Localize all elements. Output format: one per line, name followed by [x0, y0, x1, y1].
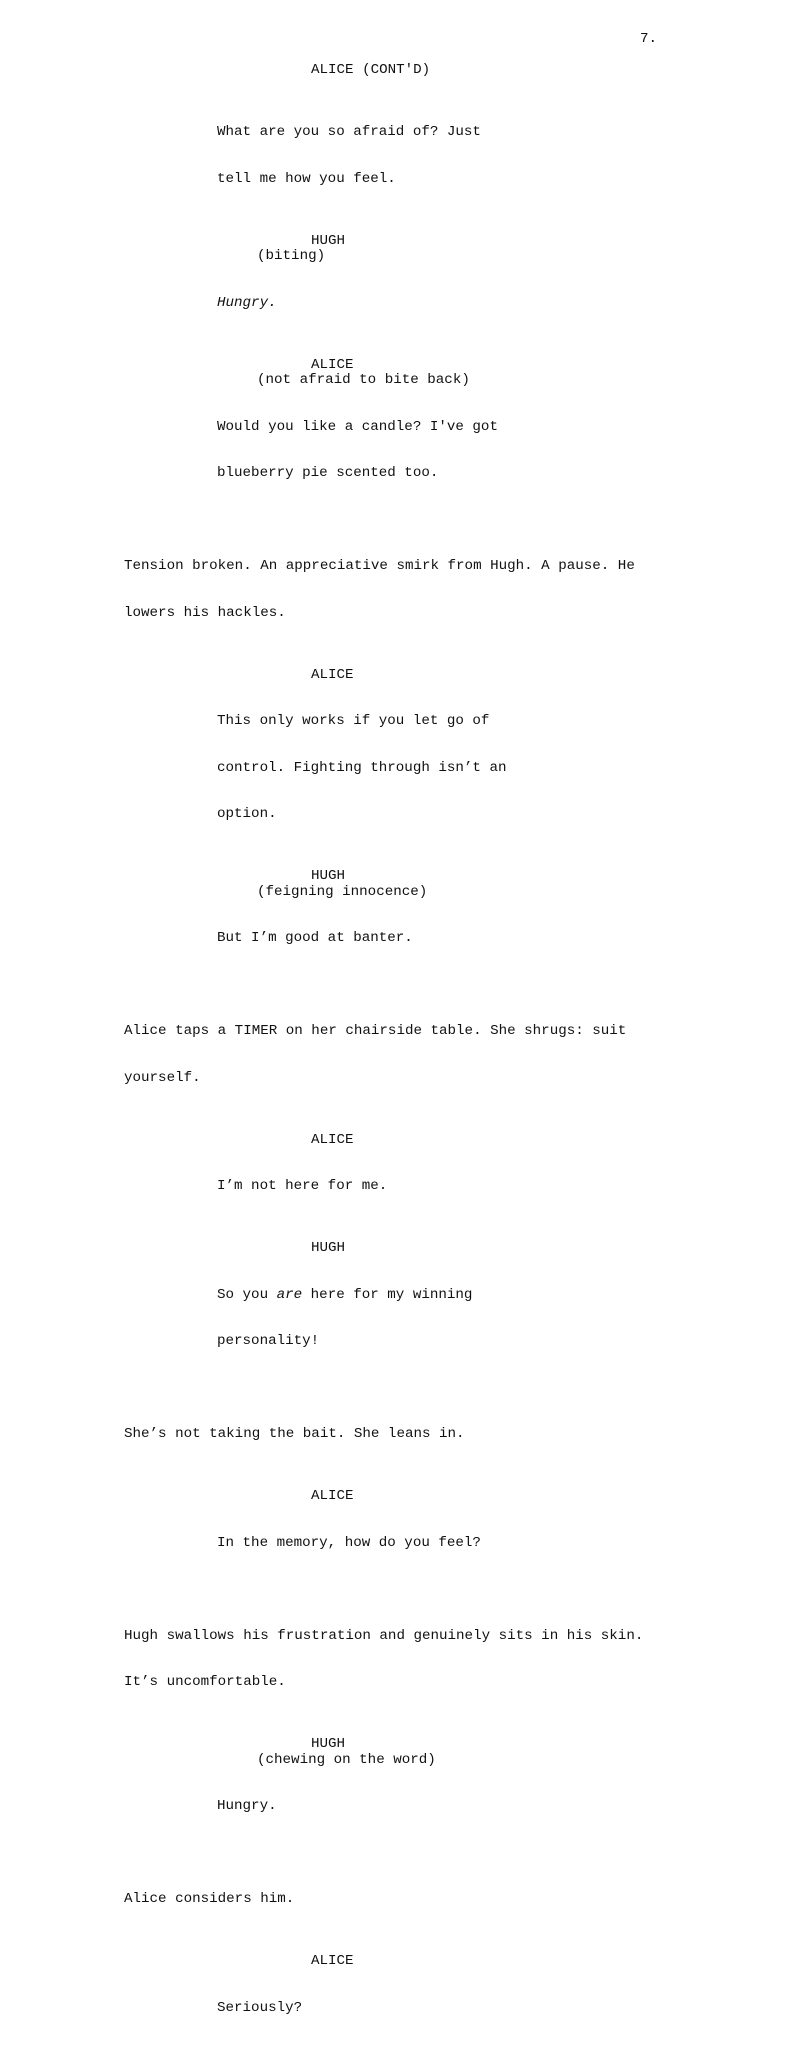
- character-cue: HUGH: [311, 868, 346, 884]
- action-line: Alice considers him.: [124, 1891, 295, 1907]
- action-line: It’s uncomfortable.: [124, 1674, 286, 1690]
- dialogue-line: blueberry pie scented too.: [217, 465, 439, 481]
- dialogue-line: Hungry.: [217, 1798, 277, 1814]
- action-line: yourself.: [124, 1069, 201, 1086]
- dialogue: [0, 1970, 791, 2048]
- character-cue: HUGH: [311, 1240, 346, 1256]
- dialogue: [0, 389, 791, 513]
- dialogue: [0, 683, 791, 854]
- action-line: lowers his hackles.: [124, 604, 286, 621]
- dialogue-line: personality!: [217, 1333, 320, 1349]
- dialogue-line: In the memory, how do you feel?: [217, 1534, 481, 1551]
- dialogue: [0, 1768, 791, 1846]
- dialogue-line: But I’m good at banter.: [217, 930, 413, 946]
- dialogue-line: This only works if you let go of: [217, 713, 490, 729]
- character-cue: ALICE: [311, 1131, 354, 1148]
- action: [0, 1598, 791, 1722]
- character-cue: ALICE: [311, 356, 354, 373]
- dialogue-line: Seriously?: [217, 1999, 303, 2016]
- character-cue: ALICE: [311, 1953, 354, 1969]
- dialogue-line: I’m not here for me.: [217, 1178, 388, 1194]
- dialogue-line: Hungry.: [217, 294, 277, 311]
- parenthetical: (not afraid to bite back): [257, 372, 470, 388]
- dialogue: [0, 265, 791, 343]
- dialogue-line: What are you so afraid of? Just: [217, 124, 481, 140]
- character-cue: ALICE (CONT'D): [311, 62, 431, 78]
- action-line: Alice taps a TIMER on her chairside table. She shrugs: suit: [124, 1023, 627, 1039]
- dialogue: [0, 94, 791, 218]
- character-cue: HUGH: [311, 1736, 346, 1752]
- parenthetical: (feigning innocence): [257, 883, 428, 900]
- character-cue: ALICE: [311, 1488, 354, 1504]
- action: [0, 1861, 791, 1939]
- dialogue-line: control. Fighting through isn’t an: [217, 759, 507, 776]
- dialogue-line: option.: [217, 806, 277, 822]
- action: [0, 993, 791, 1117]
- action: [0, 528, 791, 652]
- parenthetical: (chewing on the word): [257, 1751, 436, 1768]
- dialogue: [0, 1148, 791, 1226]
- character-cue: HUGH: [311, 232, 346, 249]
- dialogue: [0, 1257, 791, 1381]
- action: [0, 1396, 791, 1474]
- action-line: Hugh swallows his frustration and genuinely sits in his skin.: [124, 1627, 644, 1644]
- page-number: 7.: [640, 31, 658, 47]
- dialogue: [0, 1505, 791, 1583]
- action-line: She’s not taking the bait. She leans in.: [124, 1426, 465, 1442]
- character-cue: ALICE: [311, 666, 354, 683]
- action-line: Tension broken. An appreciative smirk from Hugh. A pause. He: [124, 558, 635, 574]
- dialogue: [0, 900, 791, 978]
- dialogue-line: So you are here for my winning: [217, 1286, 473, 1303]
- script-body: [0, 63, 791, 2048]
- dialogue-line: tell me how you feel.: [217, 170, 396, 187]
- parenthetical: (biting): [257, 248, 326, 264]
- dialogue-line: Would you like a candle? I've got: [217, 418, 498, 435]
